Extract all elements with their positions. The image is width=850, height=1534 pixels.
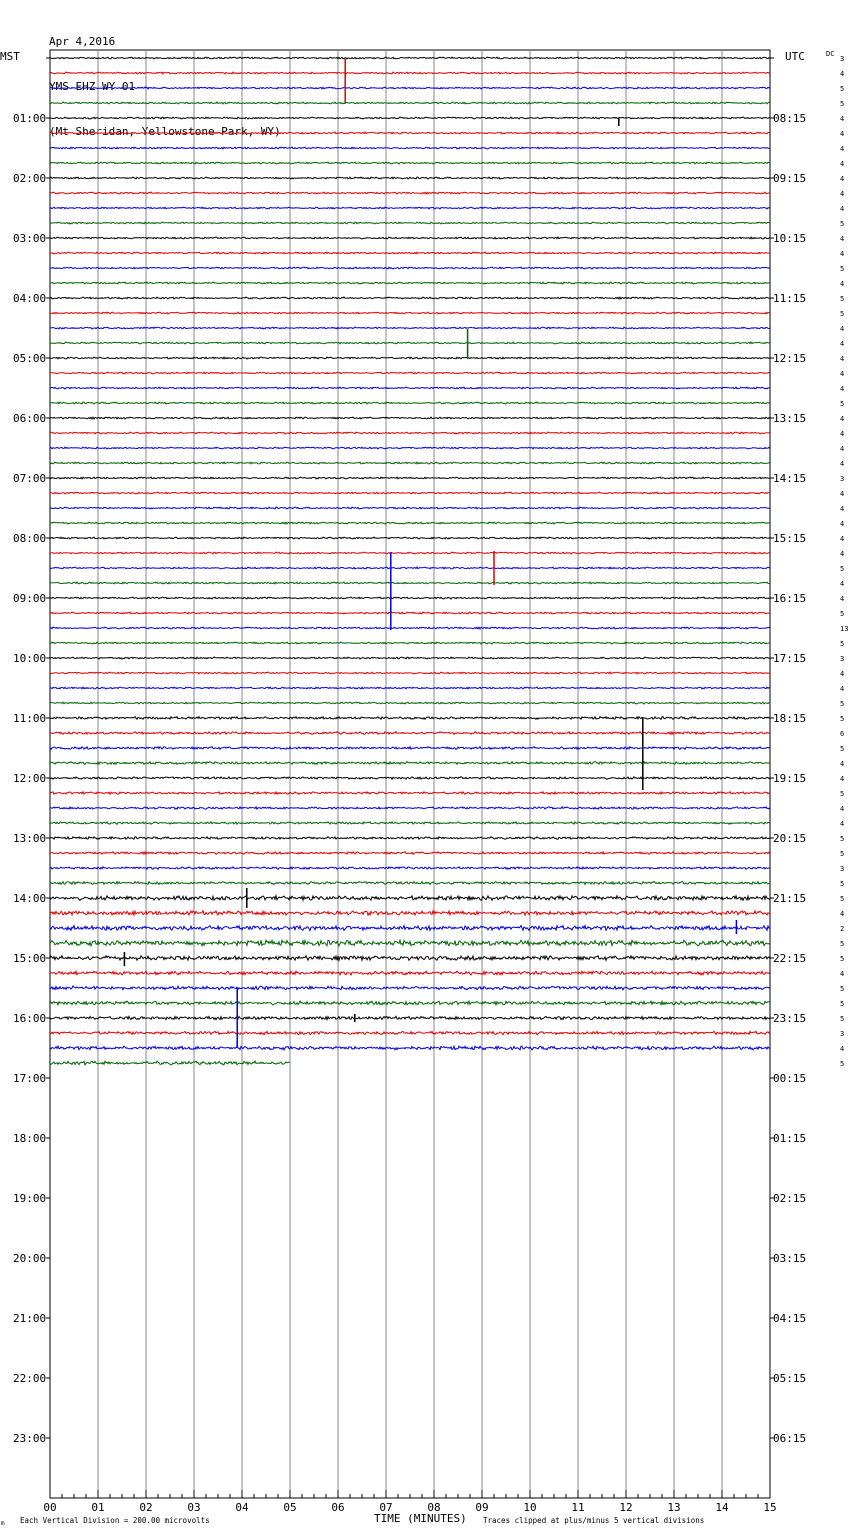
dc-offset-label: 5: [840, 310, 845, 318]
dc-offset-label: 4: [840, 385, 845, 393]
dc-offset-label: 4: [840, 505, 845, 513]
trace-line: [50, 87, 770, 89]
left-hour-label: 15:00: [13, 952, 47, 965]
dc-offset-label: 5: [840, 295, 845, 303]
dc-offset-label: 4: [840, 760, 845, 768]
dc-offset-label: 4: [840, 160, 845, 168]
trace-group: [50, 57, 770, 1065]
trace-line: [50, 372, 770, 374]
trace-line: [50, 432, 770, 434]
trace-line: [50, 402, 770, 404]
trace-line: [50, 940, 770, 946]
dc-offset-label: 3: [840, 55, 845, 63]
trace-line: [50, 147, 770, 149]
dc-offset-label: 4: [840, 685, 845, 693]
trace-line: [50, 252, 770, 254]
dc-offset-label: 4: [840, 1045, 845, 1053]
x-tick-label: 14: [715, 1501, 729, 1514]
dc-offset-label: 4: [840, 205, 845, 213]
trace-line: [50, 867, 770, 870]
left-hour-label: 17:00: [13, 1072, 47, 1085]
x-tick-label: 07: [379, 1501, 393, 1514]
clip-note: Traces clipped at plus/minus 5 vertical divisions: [483, 1516, 705, 1525]
trace-line: [50, 1061, 290, 1065]
dc-offset-label: 4: [840, 280, 845, 288]
trace-line: [50, 282, 770, 284]
trace-line: [50, 642, 770, 644]
dc-offset-label: 5: [840, 610, 845, 618]
trace-line: [50, 1001, 770, 1005]
dc-offset-label: 4: [840, 460, 845, 468]
dc-offset-label: 5: [840, 715, 845, 723]
x-tick-label: 01: [91, 1501, 105, 1514]
dc-offset-label: 5: [840, 940, 845, 948]
x-tick-label: 15: [763, 1501, 777, 1514]
dc-offset-label: 2: [840, 925, 845, 933]
right-hour-label: 18:15: [773, 712, 807, 725]
dc-offset-label: 4: [840, 670, 845, 678]
right-hour-label: 11:15: [773, 292, 807, 305]
trace-line: [50, 612, 770, 614]
trace-line: [50, 267, 770, 269]
x-tick-label: 03: [187, 1501, 201, 1514]
trace-line: [50, 911, 770, 915]
header-location: (Mt Sheridan, Yellowstone Park, WY): [49, 125, 281, 138]
left-hour-label: 03:00: [13, 232, 47, 245]
right-hour-label: 08:15: [773, 112, 807, 125]
right-hour-label: 00:15: [773, 1072, 807, 1085]
trace-line: [50, 807, 770, 809]
right-hour-label: 15:15: [773, 532, 807, 545]
trace-line: [50, 732, 770, 735]
dc-offset-label: 4: [840, 970, 845, 978]
trace-line: [50, 672, 770, 674]
right-hour-label: 16:15: [773, 592, 807, 605]
dc-offset-label: 3: [840, 1030, 845, 1038]
trace-line: [50, 477, 770, 479]
trace-line: [50, 762, 770, 765]
dc-offset-label: 3: [840, 865, 845, 873]
trace-line: [50, 177, 770, 179]
trace-line: [50, 102, 770, 104]
x-tick-label: 11: [571, 1501, 585, 1514]
left-hour-label: 21:00: [13, 1312, 47, 1325]
trace-line: [50, 1031, 770, 1035]
trace-line: [50, 327, 770, 329]
dc-offset-label: 5: [840, 565, 845, 573]
dc-offset-label: 5: [840, 1060, 845, 1068]
x-tick-label: 00: [43, 1501, 57, 1514]
dc-offset-label: 4: [840, 775, 845, 783]
x-tick-label: 05: [283, 1501, 297, 1514]
x-tick-label: 09: [475, 1501, 489, 1514]
dc-offset-label: 5: [840, 745, 845, 753]
left-hour-label: 23:00: [13, 1432, 47, 1445]
trace-line: [50, 552, 770, 554]
dc-offset-label: 6: [840, 730, 845, 738]
dc-offset-label: 4: [840, 250, 845, 258]
dc-offset-label: 13: [840, 625, 849, 633]
trace-line: [50, 1016, 770, 1019]
dc-offset-label: 5: [840, 835, 845, 843]
trace-line: [50, 1046, 770, 1050]
right-hour-label: 13:15: [773, 412, 807, 425]
trace-line: [50, 597, 770, 599]
corner-mark: m: [1, 1520, 5, 1527]
dc-offset-label: 4: [840, 235, 845, 243]
left-hour-label: 05:00: [13, 352, 47, 365]
x-tick-label: 02: [139, 1501, 153, 1514]
dc-offset-label: 4: [840, 130, 845, 138]
dc-offset-label: 5: [840, 220, 845, 228]
dc-offset-label: 4: [840, 70, 845, 78]
trace-line: [50, 956, 770, 961]
left-hour-label: 10:00: [13, 652, 47, 665]
dc-offset-label: 4: [840, 190, 845, 198]
trace-line: [50, 57, 770, 59]
trace-line: [50, 971, 770, 975]
trace-line: [50, 72, 770, 74]
trace-line: [50, 986, 770, 990]
dc-offset-label: 4: [840, 355, 845, 363]
header-date: Apr 4,2016: [49, 35, 116, 48]
trace-line: [50, 357, 770, 359]
x-axis-title: TIME (MINUTES): [374, 1512, 467, 1525]
dc-offset-label: 5: [840, 700, 845, 708]
trace-line: [50, 222, 770, 224]
right-hour-label: 23:15: [773, 1012, 807, 1025]
dc-offset-label: 4: [840, 430, 845, 438]
dc-offset-label: 4: [840, 145, 845, 153]
left-hour-label: 09:00: [13, 592, 47, 605]
dc-offset-label: 5: [840, 100, 845, 108]
trace-line: [50, 657, 770, 659]
dc-offset-label: 4: [840, 820, 845, 828]
x-tick-label: 12: [619, 1501, 633, 1514]
dc-offset-label: 4: [840, 415, 845, 423]
trace-line: [50, 162, 770, 164]
right-hour-label: 01:15: [773, 1132, 807, 1145]
x-tick-label: 08: [427, 1501, 441, 1514]
trace-line: [50, 522, 770, 524]
left-hour-label: 08:00: [13, 532, 47, 545]
right-hour-label: 14:15: [773, 472, 807, 485]
trace-line: [50, 882, 770, 885]
left-hour-label: 18:00: [13, 1132, 47, 1145]
trace-line: [50, 702, 770, 704]
right-hour-label: 22:15: [773, 952, 807, 965]
trace-line: [50, 462, 770, 464]
scale-note: Each Vertical Division = 200.00 microvolts: [20, 1516, 210, 1525]
right-hour-label: 02:15: [773, 1192, 807, 1205]
dc-offset-label: 5: [840, 880, 845, 888]
dc-offset-label: 4: [840, 805, 845, 813]
dc-offset-label: 4: [840, 175, 845, 183]
right-hour-label: 21:15: [773, 892, 807, 905]
trace-line: [50, 837, 770, 840]
trace-line: [50, 507, 770, 509]
dc-offset-label: 4: [840, 115, 845, 123]
left-hour-label: 01:00: [13, 112, 47, 125]
dc-offset-label: 5: [840, 85, 845, 93]
trace-line: [50, 297, 770, 299]
dc-offset-label: 5: [840, 955, 845, 963]
left-hour-label: 12:00: [13, 772, 47, 785]
dc-offset-label: 4: [840, 445, 845, 453]
trace-line: [50, 132, 770, 134]
dc-label: DC: [826, 50, 835, 58]
trace-line: [50, 312, 770, 314]
dc-offset-label: 4: [840, 370, 845, 378]
x-tick-label: 13: [667, 1501, 681, 1514]
dc-offset-label: 4: [840, 580, 845, 588]
dc-offset-label: 3: [840, 655, 845, 663]
right-hour-label: 19:15: [773, 772, 807, 785]
x-tick-label: 06: [331, 1501, 345, 1514]
dc-offset-label: 5: [840, 1015, 845, 1023]
trace-line: [50, 207, 770, 209]
right-hour-label: 09:15: [773, 172, 807, 185]
trace-line: [50, 582, 770, 584]
dc-offset-label: 5: [840, 400, 845, 408]
dc-offset-label: 5: [840, 265, 845, 273]
header-station: YMS EHZ WY 01: [49, 80, 136, 93]
trace-line: [50, 747, 770, 750]
dc-offset-label: 5: [840, 1000, 845, 1008]
left-hour-label: 06:00: [13, 412, 47, 425]
trace-line: [50, 192, 770, 194]
dc-offset-label: 4: [840, 595, 845, 603]
dc-offset-label: 4: [840, 910, 845, 918]
left-hour-label: 20:00: [13, 1252, 47, 1265]
x-tick-label: 10: [523, 1501, 537, 1514]
right-hour-label: 06:15: [773, 1432, 807, 1445]
trace-line: [50, 926, 770, 931]
trace-line: [50, 567, 770, 569]
dc-offset-label: 4: [840, 490, 845, 498]
trace-line: [50, 117, 770, 119]
right-hour-label: 04:15: [773, 1312, 807, 1325]
right-hour-label: 17:15: [773, 652, 807, 665]
trace-line: [50, 417, 770, 419]
right-hour-label: 10:15: [773, 232, 807, 245]
trace-line: [50, 822, 770, 825]
trace-line: [50, 237, 770, 239]
x-tick-label: 04: [235, 1501, 249, 1514]
dc-offset-label: 4: [840, 340, 845, 348]
left-hour-label: 19:00: [13, 1192, 47, 1205]
trace-line: [50, 896, 770, 901]
trace-line: [50, 342, 770, 344]
right-hour-label: 03:15: [773, 1252, 807, 1265]
left-hour-label: 04:00: [13, 292, 47, 305]
trace-line: [50, 627, 770, 629]
dc-offset-label: 5: [840, 790, 845, 798]
trace-line: [50, 492, 770, 494]
right-hour-label: 12:15: [773, 352, 807, 365]
right-hour-label: 05:15: [773, 1372, 807, 1385]
trace-line: [50, 537, 770, 539]
left-hour-label: 02:00: [13, 172, 47, 185]
dc-offset-label: 5: [840, 895, 845, 903]
left-hour-label: 16:00: [13, 1012, 47, 1025]
dc-offset-label: 4: [840, 550, 845, 558]
left-hour-label: 11:00: [13, 712, 47, 725]
left-hour-label: 22:00: [13, 1372, 47, 1385]
trace-line: [50, 792, 770, 795]
label-group: [0, 50, 848, 1527]
left-hour-label: 07:00: [13, 472, 47, 485]
dc-offset-label: 5: [840, 985, 845, 993]
right-timezone-label: UTC: [785, 50, 805, 63]
dc-offset-label: 4: [840, 520, 845, 528]
left-hour-label: 14:00: [13, 892, 47, 905]
dc-offset-label: 5: [840, 850, 845, 858]
dc-offset-label: 4: [840, 325, 845, 333]
trace-line: [50, 447, 770, 449]
dc-offset-label: 4: [840, 535, 845, 543]
trace-line: [50, 852, 770, 854]
trace-line: [50, 387, 770, 389]
trace-line: [50, 687, 770, 689]
right-hour-label: 20:15: [773, 832, 807, 845]
trace-line: [50, 777, 770, 780]
trace-line: [50, 717, 770, 720]
dc-offset-label: 5: [840, 640, 845, 648]
left-hour-label: 13:00: [13, 832, 47, 845]
left-timezone-label: MST: [0, 50, 20, 63]
dc-offset-label: 3: [840, 475, 845, 483]
